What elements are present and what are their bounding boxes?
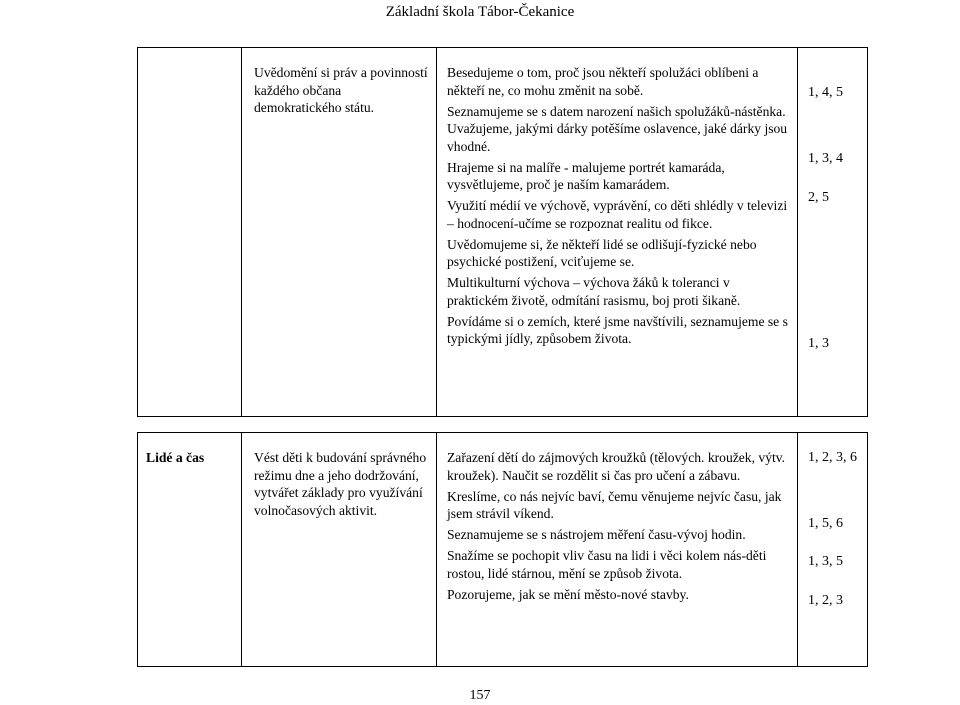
activities-cell	[437, 48, 798, 417]
number-entry: 1, 5, 6	[808, 515, 843, 531]
activity-item: Zařazení dětí do zájmových kroužků (tělových. kroužek, výtv. kroužek). Naučit se rozdělit si čas pro učení a zábavu.	[447, 450, 786, 483]
curriculum-table-bottom	[137, 432, 868, 667]
activity-item: Seznamujeme se s datem narození našich spolužáků-nástěnka. Uvažujeme, jakými dárky potěšíme oslavence, jaké dárky jsou vhodné.	[447, 103, 788, 154]
table-row	[138, 433, 868, 667]
table-row	[138, 48, 868, 417]
number-entry: 1, 2, 3, 6	[808, 450, 857, 465]
activity-item: Kreslíme, co nás nejvíc baví, čemu věnujeme nejvíc času, jak jsem strávil víkend.	[447, 488, 782, 521]
goal-cell: Vést děti k budování správného režimu dne a jeho dodržování, vytvářet základy pro využívání volnočasových aktivit.	[242, 433, 437, 667]
activity-item: Uvědomujeme si, že někteří lidé se odlišují-fyzické nebo psychické postižení, vciťujeme se.	[447, 236, 757, 269]
activity-item: Besedujeme o tom, proč jsou někteří spolužáci oblíbeni a někteří ne, co mohu změnit na sobě.	[447, 65, 759, 98]
activity-item: Pozorujeme, jak se mění město-nové stavby.	[447, 586, 689, 602]
activity-item: Seznamujeme se s nástrojem měření času-vývoj hodin.	[447, 527, 746, 542]
number-entry: 1, 4, 5	[808, 85, 843, 100]
activity-item: Hrajeme si na malíře - malujeme portrét kamaráda, vysvětlujeme, proč je naším kamarádem.	[447, 159, 725, 192]
curriculum-table-top	[137, 47, 868, 417]
number-entry: 1, 3, 4	[808, 150, 843, 166]
area-cell: Lidé a čas	[138, 433, 242, 667]
number-entry: 1, 3	[808, 335, 829, 351]
activity-item: Snažíme se pochopit vliv času na lidi i věci kolem nás-děti rostou, lidé stárnou, mění se způsob života.	[447, 548, 767, 581]
number-entry: 2, 5	[808, 190, 829, 205]
number-entry: 1, 3, 5	[808, 554, 843, 569]
goal-cell: Uvědomění si práv a povinností každého občana demokratického státu.	[242, 48, 437, 417]
numbers-cell	[798, 433, 868, 667]
activities-cell	[437, 433, 798, 667]
activity-item: Povídáme si o zemích, které jsme navštívili, seznamujeme se s typickými jídly, způsobem života.	[447, 313, 788, 346]
activity-item: Využití médií ve výchově, vyprávění, co děti shlédly v televizi – hodnocení-učíme se rozpoznat realitu od fikce.	[447, 198, 788, 231]
number-entry: 1, 2, 3	[808, 592, 843, 608]
area-cell	[138, 48, 242, 417]
numbers-cell	[798, 48, 868, 417]
page-header: Základní škola Tábor-Čekanice	[385, 4, 575, 20]
activity-item: Multikulturní výchova – výchova žáků k toleranci v praktickém životě, odmítání rasismu, boj proti šikaně.	[447, 275, 741, 308]
page-number: 157	[469, 688, 491, 703]
